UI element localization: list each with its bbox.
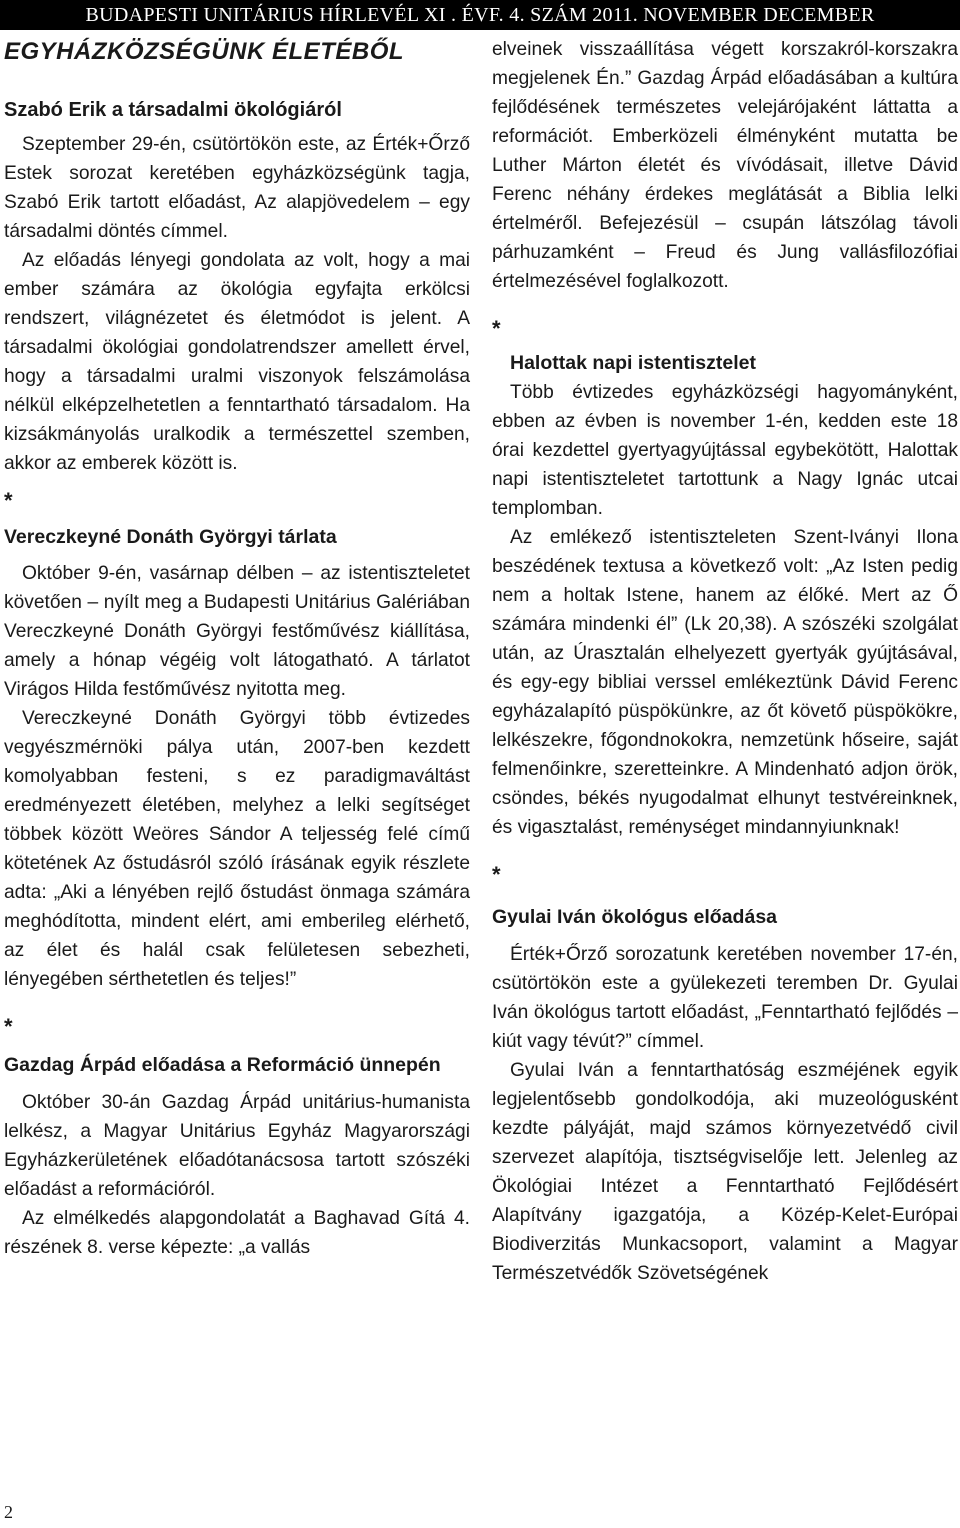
article-paragraph: Vereczkeyné Donáth Györgyi több évtizedes vegyészmérnöki pálya után, 2007-ben kezdett komolyabban festeni, s ez paradigmaváltást eredményezett életében, melyhez a lelki segítséget többek között Weöres Sándor A teljesség felé című kötetének Az őstudásról szóló írásának egyik részlete adta: „Aki a lényében rejlő őstudást önmaga számára meghódította, mindent elért, ami emberileg elérhető, az élet és halál csak felületesen sebezheti, lényegében sérthetetlen és teljes!” <box>4 708 470 990</box>
article-paragraph: Több évtizedes egyházközségi hagyományként, ebben az évben is november 1-én, kedden este 18 órai kezdettel gyertyagyújtással egybekötött, Halottak napi istentiszteletet tartottunk a Nagy Ignác utcai templomban. <box>492 382 958 519</box>
right-column <box>492 35 958 1288</box>
newsletter-header: BUDAPESTI UNITÁRIUS HÍRLEVÉL XI . ÉVF. 4. SZÁM 2011. NOVEMBER DECEMBER <box>0 0 960 30</box>
article-paragraph: Október 9-én, vasárnap délben – az istentiszteletet követően – nyílt meg a Budapesti Unitárius Galériában Vereczkeyné Donáth Györgyi festőművész kiállítása, amely a hónap végéig volt látogatható. A tárlatot Virágos Hilda festőművész nyitotta meg. <box>4 563 470 700</box>
article-paragraph: Október 30-án Gazdag Árpád unitárius-humanista lelkész, a Magyar Unitárius Egyház Magyarországi Egyházkerületének előadótanácsosa tartott szószéki előadást a reformációról. <box>4 1092 470 1200</box>
article-title-gazdag-arpad: Gazdag Árpád előadása a Reformáció ünnepén <box>4 1054 441 1076</box>
article-paragraph: Az emlékező istentiszteleten Szent-Iványi Ilona beszédének textusa a következő volt: „Az Isten pedig nem a holtak Istene, hanem az élőké. Mert az Ő számára mindenki él” (Lk 20,38). A szószéki szolgálat után, az Úrasztalán elhelyezett gyertyák gyújtásával, és egy-egy bibliai verssel emlékeztünk Dávid Ferenc egyházalapító püspökünkre, az őt követő püspökökre, lelkészekre, főgondnokokra, nemzetünk hőseire, saját felmenőinkre, szeretteinkre. A Mindenható adjon örök, csöndes, békés nyugodalmat elhunyt testvéreinknek, és vigasztalást, reménységet mindannyiunknak! <box>492 527 958 838</box>
article-paragraph: Szeptember 29-én, csütörtökön este, az Érték+Őrző Estek sorozat keretében egyházközségünk tagja, Szabó Erik tartott előadást, Az alapjövedelem – egy társadalmi döntés címmel. <box>4 134 470 242</box>
separator-star: * <box>492 316 501 341</box>
separator-star: * <box>4 1014 13 1039</box>
article-paragraph-continued: elveinek visszaállítása végett korszakról-korszakra megjelenek Én.” Gazdag Árpád előadásában a kultúra fejlődésének természetes velejárójaként láttatta a reformációt. Emberközeli élményként mutatta be Luther Márton életét és vívódásait, illetve Dávid Ferenc néhány érdekes meglátását a Biblia lelki értelméről. Befejezésül – csupán látszólag távoli párhuzamként – Freud és Jung vallásfilozófiai értelmezésével foglalkozott. <box>492 39 958 292</box>
left-column <box>4 96 470 1262</box>
section-title: EGYHÁZKÖZSÉGÜNK ÉLETÉBŐL <box>4 38 405 65</box>
article-title-szabo-erik: Szabó Erik a társadalmi ökológiáról <box>4 99 342 121</box>
article-paragraph: Az előadás lényegi gondolata az volt, hogy a mai ember számára az ökológia egyfajta erkölcsi rendszert, világnézetet és életmódot is jelent. A társadalmi ökológiai gondolatrendszer amellett érvel, hogy a társadalmi uralmi viszonyok felszámolása nélkül elképzelhetetlen a fenntartható társadalom. Ha kizsákmányolás uralkodik a természettel szemben, akkor az emberek között is. <box>4 250 470 474</box>
article-title-vereczkeyne: Vereczkeyné Donáth Györgyi tárlata <box>4 526 337 548</box>
separator-star: * <box>492 862 501 887</box>
article-paragraph: Gyulai Iván a fenntarthatóság eszméjének egyik legjelentősebb gondolkodója, aki muzeológusként kezdte pályáját, majd számos környezetvédő civil szervezet alapítója, tisztségviselője lett. Jelenleg az Ökológiai Intézet a Fenntartható Fejlődésért Alapítvány igazgatója, a Közép-Kelet-Európai Biodiverzitás Munkacsoport, valamint a Magyar Természetvédők Szövetségének <box>492 1060 958 1284</box>
separator-star: * <box>4 488 13 513</box>
article-title-gyulai-ivan: Gyulai Iván ökológus előadása <box>492 906 778 928</box>
article-paragraph: Érték+Őrző sorozatunk keretében november 17-én, csütörtökön este a gyülekezeti teremben Dr. Gyulai Iván ökológus tartott előadást, „Fenntartható fejlődés – kiút vagy tévút?” címmel. <box>492 944 958 1052</box>
article-paragraph: Az elmélkedés alapgondolatát a Baghavad Gítá 4. részének 8. verse képezte: „a vallás <box>4 1208 470 1258</box>
article-title-halottak-napi: Halottak napi istentisztelet <box>510 352 756 374</box>
page-number: 2 <box>4 1502 13 1522</box>
